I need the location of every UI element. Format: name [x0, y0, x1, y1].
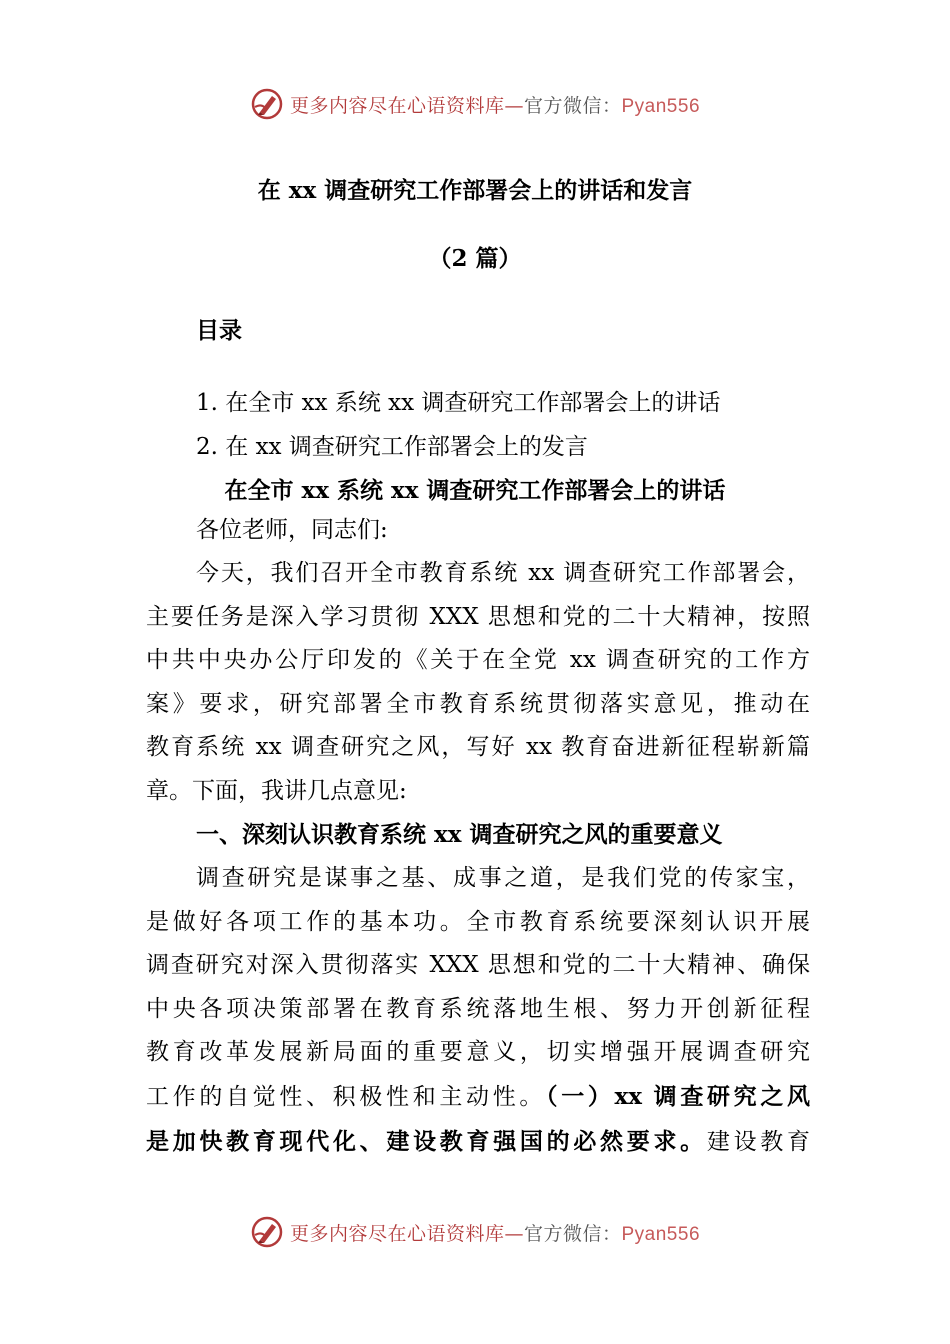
paragraph-line: 主要任务是深入学习贯彻 XXX 思想和党的二十大精神，按照 — [146, 603, 810, 630]
paragraph — [146, 857, 810, 1164]
banner-dash: — — [504, 1222, 524, 1245]
subheading-text: 是加快教育现代化、建设教育强国的必然要求。 — [146, 1127, 707, 1155]
paragraph-text: 建设教育 — [706, 1128, 811, 1155]
paragraph-line: 中央各项决策部署在教育系统落地生根、努力开创新征程 — [146, 995, 810, 1022]
banner-wechat-label: 官方微信： — [523, 94, 622, 117]
pen-circle-logo-icon — [250, 1215, 284, 1249]
pen-circle-logo-icon — [250, 87, 284, 121]
toc-item: 1. 在全市 xx 系统 xx 调查研究工作部署会上的讲话 — [196, 390, 721, 416]
paragraph-line: 中共中央办公厅印发的《关于在全党 xx 调查研究的工作方 — [146, 647, 810, 674]
banner-text — [290, 91, 700, 118]
paragraph-line: 教育改革发展新局面的重要意义，切实增强开展调查研究 — [146, 1039, 810, 1066]
paragraph-line: 今天，我们召开全市教育系统 xx 调查研究工作部署会， — [196, 560, 810, 586]
subheading-text: （一）xx 调查研究之风 — [546, 1082, 811, 1110]
paragraph-text: 工作的自觉性、积极性和主动性。 — [146, 1083, 547, 1110]
paragraph-line: 调查研究是谋事之基、成事之道，是我们党的传家宝， — [196, 865, 810, 891]
footer-watermark — [0, 1212, 950, 1252]
paragraph-line — [146, 1120, 810, 1165]
section-heading — [146, 813, 810, 857]
banner-dash: — — [504, 94, 524, 117]
document-title: 在 xx 调查研究工作部署会上的讲话和发言 — [257, 177, 693, 204]
banner-wechat-id: Pyan556 — [621, 95, 701, 117]
toc-heading: 目录 — [196, 317, 242, 344]
paragraph-line — [146, 1075, 810, 1120]
heading-text: 一、深刻认识教育系统 xx 调查研究之风的重要意义 — [196, 821, 723, 848]
paragraph-line: 是做好各项工作的基本功。全市教育系统要深刻认识开展 — [146, 908, 810, 935]
paragraph-line: 案》要求，研究部署全市教育系统贯彻落实意见，推动在 — [146, 690, 810, 717]
toc-item: 2. 在 xx 调查研究工作部署会上的发言 — [196, 434, 588, 460]
banner-main-text: 更多内容尽在心语资料库 — [289, 1222, 505, 1245]
banner-main-text: 更多内容尽在心语资料库 — [289, 94, 505, 117]
document-subtitle: （2 篇） — [428, 245, 522, 272]
salutation: 各位老师，同志们: — [196, 517, 388, 543]
paragraph-line: 教育系统 xx 调查研究之风，写好 xx 教育奋进新征程崭新篇 — [146, 734, 810, 761]
paragraph-line: 调查研究对深入贯彻落实 XXX 思想和党的二十大精神、确保 — [146, 952, 810, 979]
header-watermark — [0, 84, 950, 124]
banner-text — [290, 1219, 700, 1246]
banner-wechat-id: Pyan556 — [621, 1223, 701, 1245]
paragraph — [146, 552, 810, 814]
section-title: 在全市 xx 系统 xx 调查研究工作部署会上的讲话 — [224, 477, 726, 504]
banner-wechat-label: 官方微信： — [523, 1222, 622, 1245]
paragraph-line: 章。下面，我讲几点意见: — [146, 777, 407, 804]
